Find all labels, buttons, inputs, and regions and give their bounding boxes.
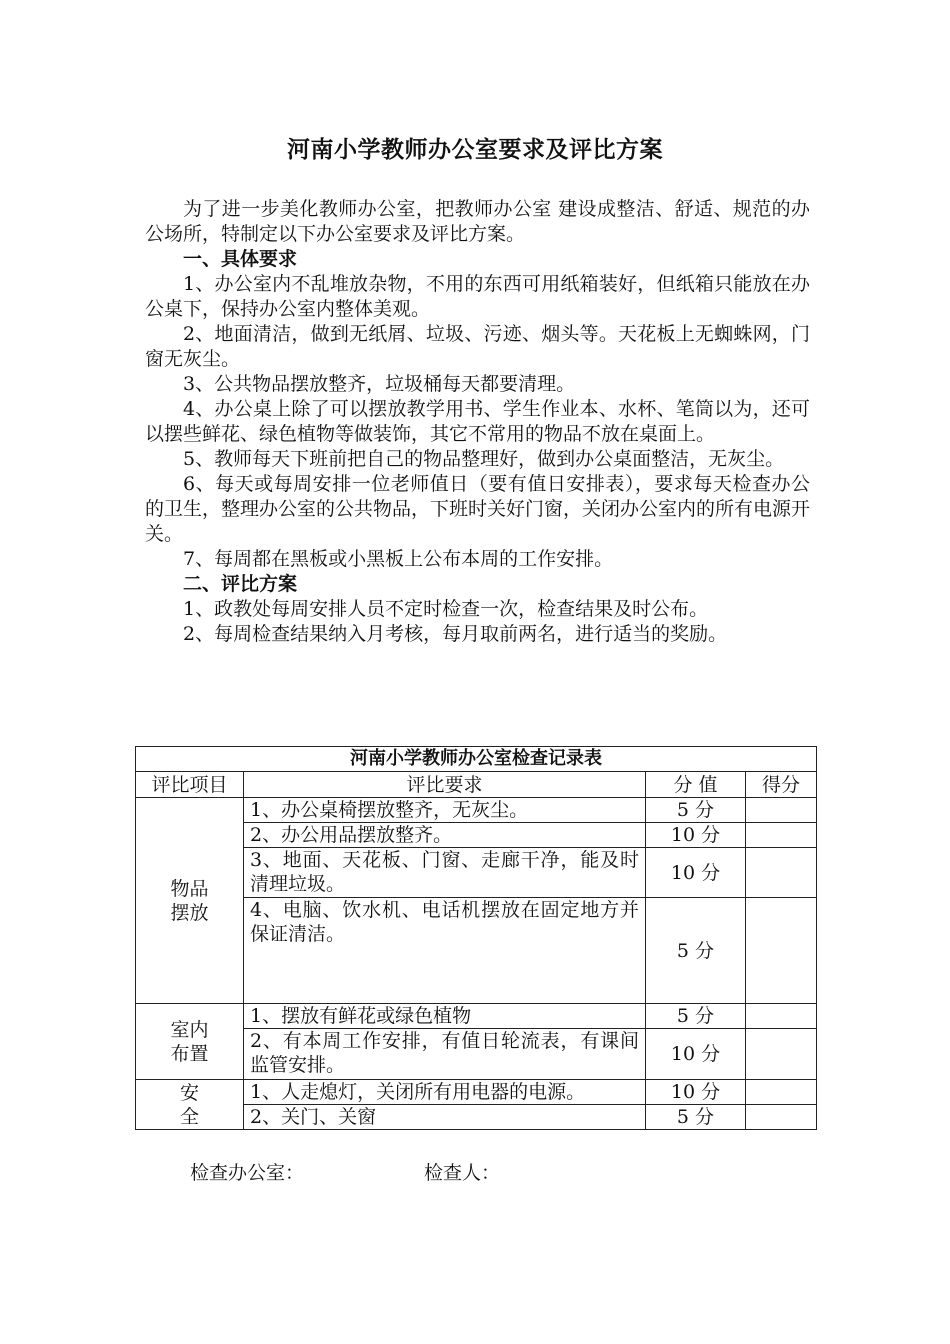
score-earned-cell[interactable] [746, 848, 817, 898]
score-value-cell: 10 分 [646, 848, 746, 898]
requirement-item: 2、地面清洁，做到无纸屑、垃圾、污迹、烟头等。天花板上无蜘蛛网，门窗无灰尘。 [145, 323, 810, 370]
table-row [136, 798, 817, 823]
requirement-item: 1、办公室内不乱堆放杂物，不用的东西可用纸箱装好，但纸箱只能放在办公桌下，保持办公室内整体美观。 [145, 273, 810, 320]
requirement-cell: 2、有本周工作安排，有值日轮流表，有课间监管安排。 [244, 1029, 646, 1080]
document-body [145, 197, 810, 647]
requirement-cell: 2、办公用品摆放整齐。 [244, 823, 646, 848]
header-score-earned: 得分 [746, 772, 817, 798]
score-value-cell: 5 分 [646, 1004, 746, 1029]
table-row [136, 1080, 817, 1105]
table-row [136, 1004, 817, 1029]
category-cell [136, 1080, 244, 1130]
requirement-item: 4、办公桌上除了可以摆放教学用书、学生作业本、水杯、笔筒以为，还可以摆些鲜花、绿色植物等做装饰，其它不常用的物品不放在桌面上。 [145, 398, 810, 445]
header-score-value: 分 值 [646, 772, 746, 798]
category-label: 室内 布置 [170, 1018, 209, 1065]
requirement-cell: 2、关门、关窗 [244, 1105, 646, 1130]
score-value-cell: 10 分 [646, 823, 746, 848]
score-value-cell: 5 分 [646, 798, 746, 823]
section-heading-evaluation: 二、评比方案 [183, 573, 298, 595]
table-title: 河南小学教师办公室检查记录表 [136, 747, 817, 772]
requirement-item: 3、公共物品摆放整齐，垃圾桶每天都要清理。 [183, 373, 576, 395]
evaluation-item: 2、每周检查结果纳入月考核，每月取前两名，进行适当的奖励。 [183, 623, 728, 645]
header-category: 评比项目 [136, 772, 244, 798]
requirement-cell: 1、办公桌椅摆放整齐，无灰尘。 [244, 798, 646, 823]
score-earned-cell[interactable] [746, 1080, 817, 1105]
document-title: 河南小学教师办公室要求及评比方案 [287, 137, 663, 163]
score-value-cell: 10 分 [646, 1080, 746, 1105]
intro-paragraph: 为了进一步美化教师办公室，把教师办公室 建设成整洁、舒适、规范的办公场所，特制定以下办公室要求及评比方案。 [145, 198, 810, 245]
score-value-cell: 5 分 [646, 1105, 746, 1130]
requirement-cell: 1、摆放有鲜花或绿色植物 [244, 1004, 646, 1029]
requirement-cell: 1、人走熄灯，关闭所有用电器的电源。 [244, 1080, 646, 1105]
evaluation-item: 1、政教处每周安排人员不定时检查一次，检查结果及时公布。 [183, 598, 709, 620]
category-cell [136, 798, 244, 1004]
category-cell [136, 1004, 244, 1080]
score-earned-cell[interactable] [746, 1105, 817, 1130]
category-label: 安 全 [179, 1081, 199, 1128]
score-earned-cell[interactable] [746, 898, 817, 1004]
category-label: 物品 摆放 [170, 877, 209, 924]
requirement-cell: 3、地面、天花板、门窗、走廊干净，能及时清理垃圾。 [244, 848, 646, 898]
score-earned-cell[interactable] [746, 1004, 817, 1029]
score-value-cell: 10 分 [646, 1029, 746, 1080]
score-earned-cell[interactable] [746, 823, 817, 848]
score-value-cell: 5 分 [646, 898, 746, 1004]
score-earned-cell[interactable] [746, 1029, 817, 1080]
section-heading-requirements: 一、具体要求 [183, 248, 298, 270]
requirement-item: 7、每周都在黑板或小黑板上公布本周的工作安排。 [183, 548, 614, 570]
header-requirement: 评比要求 [244, 772, 646, 798]
inspected-office-label: 检查办公室： [190, 1162, 305, 1184]
inspection-record-table [135, 746, 817, 1130]
requirement-item: 5、教师每天下班前把自己的物品整理好，做到办公桌面整洁，无灰尘。 [183, 448, 785, 470]
score-earned-cell[interactable] [746, 798, 817, 823]
requirement-cell: 4、电脑、饮水机、电话机摆放在固定地方并保证清洁。 [244, 898, 646, 1004]
inspector-label: 检查人： [424, 1162, 501, 1184]
requirement-item: 6、每天或每周安排一位老师值日（要有值日安排表），要求每天检查办公的卫生，整理办公室的公共物品，下班时关好门窗，关闭办公室内的所有电源开关。 [145, 473, 811, 545]
